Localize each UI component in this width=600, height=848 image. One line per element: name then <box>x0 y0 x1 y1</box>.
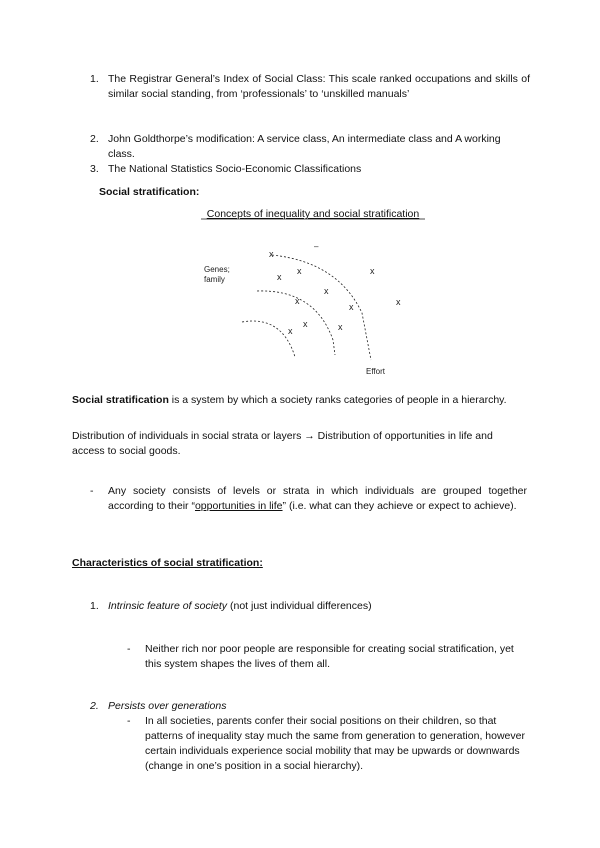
bullet-opportunities <box>90 484 527 514</box>
label-family: family <box>204 275 225 284</box>
x-mark: x <box>370 266 375 276</box>
inequality-diagram <box>190 205 440 380</box>
characteristic-1 <box>90 599 530 614</box>
definition-term: Social stratification <box>72 394 169 406</box>
bullet-text-before: Any society consists of levels or strata in which individuals are grouped together according to their “ <box>108 485 527 512</box>
list-text: John Goldthorpe’s modification: A service class, An intermediate class and A working class. <box>108 133 501 160</box>
list-number: 1. <box>90 600 99 612</box>
characteristic-1-bullet <box>127 642 522 672</box>
bullet-text: In all societies, parents confer their social positions on their children, so that patterns of inequality stay much the same from generation to generation, however certain individuals experience social mobility that may be upwards or downwards (change in one’s position in a social hierarchy). <box>145 715 525 772</box>
x-mark: x <box>269 249 274 259</box>
x-mark: x <box>277 272 282 282</box>
bullet-text <box>108 484 527 514</box>
characteristics-heading: Characteristics of social stratification: <box>72 557 263 569</box>
list-number: 2. <box>90 700 99 712</box>
list-number: 3. <box>90 163 99 175</box>
x-mark: x <box>349 302 354 312</box>
x-mark: x <box>303 319 308 329</box>
characteristic-1-note: (not just individual differences) <box>227 600 372 612</box>
bullet-text: Neither rich nor poor people are responsible for creating social stratification, yet this system shapes the lives of them all. <box>145 643 514 670</box>
label-genes: Genes; <box>204 265 230 274</box>
label-effort: Effort <box>366 367 385 376</box>
x-mark: x <box>338 322 343 332</box>
x-mark: x <box>288 326 293 336</box>
stratum-arc-1 <box>272 255 371 360</box>
bullet-text-after: ” (i.e. what can they achieve or expect to achieve). <box>282 500 517 512</box>
bullet-dash: - <box>127 715 131 727</box>
bullet-dash: - <box>127 643 131 655</box>
bullet-dash: - <box>90 485 94 497</box>
characteristic-2-title: Persists over generations <box>108 700 227 712</box>
characteristic-2-bullet <box>127 714 527 774</box>
list-number: 1. <box>90 73 99 85</box>
diagram-title: Concepts of inequality and social stratification <box>206 208 420 220</box>
x-mark: x <box>297 266 302 276</box>
characteristic-2 <box>90 699 530 714</box>
x-mark: x <box>324 286 329 296</box>
opportunities-in-life: opportunities in life <box>194 500 283 512</box>
top-list-item-1 <box>90 72 530 102</box>
definition-text: is a system by which a society ranks categories of people in a hierarchy. <box>168 394 507 406</box>
list-text: The National Statistics Socio-Economic Classifications <box>108 163 362 175</box>
x-mark: x <box>295 296 300 306</box>
top-list-item-3 <box>90 162 530 177</box>
dash-mark: – <box>314 242 319 251</box>
x-mark: x <box>396 297 401 307</box>
list-number: 2. <box>90 133 99 145</box>
characteristic-1-title: Intrinsic feature of society <box>108 600 228 612</box>
section-heading: Social stratification: <box>99 186 200 198</box>
definition-paragraph <box>72 393 512 408</box>
distribution-paragraph: Distribution of individuals in social strata or layers → Distribution of opportunities in life and access to social goods. <box>72 430 493 457</box>
list-text: The Registrar General’s Index of Social Class: This scale ranked occupations and skills of similar social standing, from ‘professionals’ to ‘unskilled manuals’ <box>108 73 530 100</box>
top-list-item-2 <box>90 132 530 162</box>
